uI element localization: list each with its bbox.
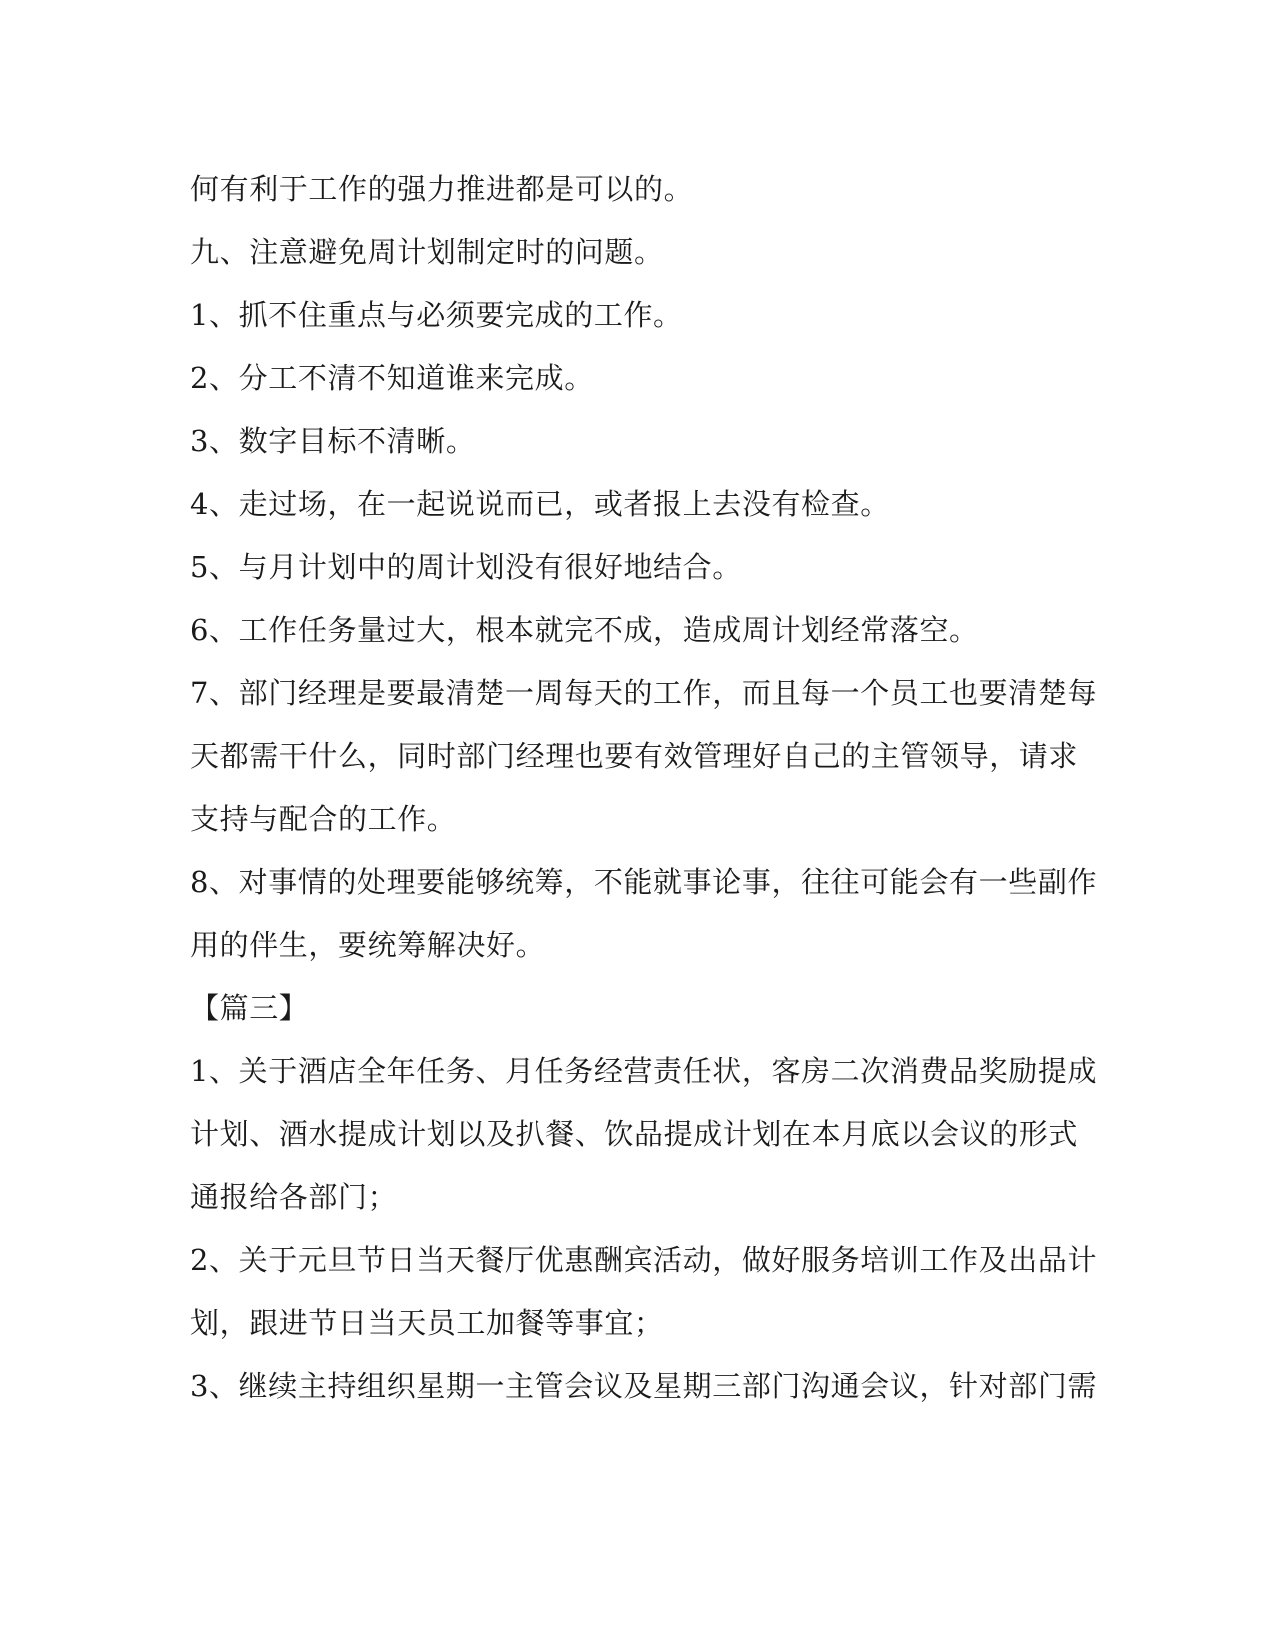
text-line: 天都需干什么，同时部门经理也要有效管理好自己的主管领导，请求	[190, 739, 1079, 773]
list-item: 5、与月计划中的周计划没有很好地结合。	[190, 550, 742, 584]
list-item: 1、抓不住重点与必须要完成的工作。	[190, 298, 683, 332]
list-item: 4、走过场，在一起说说而已，或者报上去没有检查。	[190, 487, 890, 521]
text-line: 用的伴生，要统筹解决好。	[190, 928, 546, 962]
section-heading: 【篇三】	[190, 991, 309, 1025]
list-item: 2、关于元旦节日当天餐厅优惠酬宾活动，做好服务培训工作及出品计	[190, 1243, 1098, 1277]
list-item: 3、数字目标不清晰。	[190, 424, 476, 458]
list-item: 8、对事情的处理要能够统筹，不能就事论事，往往可能会有一些副作	[190, 865, 1098, 899]
list-item: 2、分工不清不知道谁来完成。	[190, 361, 594, 395]
list-item: 3、继续主持组织星期一主管会议及星期三部门沟通会议，针对部门需	[190, 1369, 1098, 1403]
text-line: 支持与配合的工作。	[190, 802, 457, 836]
list-item: 1、关于酒店全年任务、月任务经营责任状，客房二次消费品奖励提成	[190, 1054, 1098, 1088]
list-item: 6、工作任务量过大，根本就完不成，造成周计划经常落空。	[190, 613, 979, 647]
text-line: 通报给各部门；	[190, 1180, 398, 1214]
list-item: 7、部门经理是要最清楚一周每天的工作，而且每一个员工也要清楚每	[190, 676, 1098, 710]
text-line: 划，跟进节日当天员工加餐等事宜；	[190, 1306, 664, 1340]
text-line: 计划、酒水提成计划以及扒餐、饮品提成计划在本月底以会议的形式	[190, 1117, 1079, 1151]
text-line: 何有利于工作的强力推进都是可以的。	[190, 172, 694, 206]
document-body	[190, 158, 1098, 1418]
section-heading: 九、注意避免周计划制定时的问题。	[190, 235, 664, 269]
